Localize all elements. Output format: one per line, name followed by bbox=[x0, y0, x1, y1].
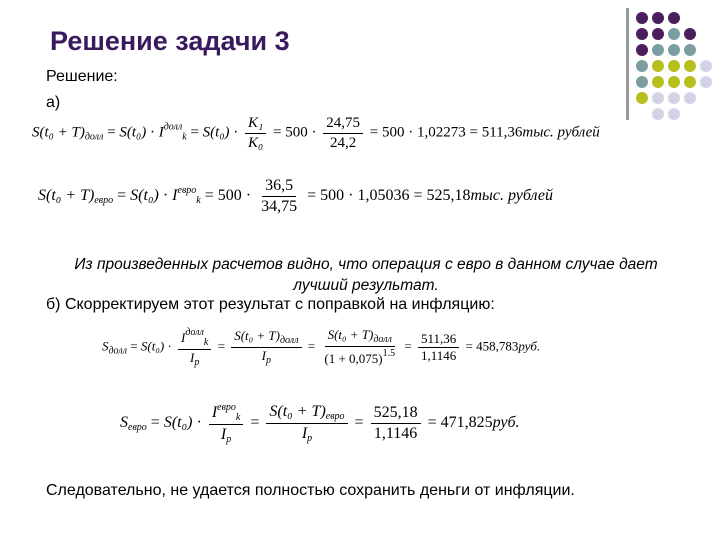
decorative-dot bbox=[700, 60, 712, 72]
decorative-dot bbox=[684, 76, 696, 88]
formula-euro-inflation: $S_{евро} = S(t_0)$ · $\frac{I^{евро}_k}{I_p}$ = $\frac{S(t_0 + T)_{евро}}{I_p}$ = $\frac{525,18}{1,1146}$ = 471,825руб. bbox=[120, 402, 520, 445]
rate-fraction: $\frac{24,75}{24,2}$ bbox=[323, 115, 363, 151]
decorative-dot bbox=[684, 28, 696, 40]
rate-fraction: $\frac{36,5}{34,75}$ bbox=[261, 177, 298, 215]
decorative-dot bbox=[700, 76, 712, 88]
slide-title: Решение задачи 3 bbox=[50, 26, 290, 56]
value-fraction: $\frac{525,18}{1,1146}$ bbox=[371, 404, 421, 442]
formula-dollar-conversion: $S(t_0 + T)_{долл} = S(t_0) \cdot I^{долл}_k = S(t_0)$ · $\frac{\text{K₁}}{\text{K₀}}$ = 500 · $\frac{24,75}{24,2}$ = 500 · 1,02273 = 511,36тыс. рублей bbox=[32, 115, 600, 151]
decorative-dot bbox=[636, 44, 648, 56]
decorative-dot bbox=[652, 108, 664, 120]
conclusion-text: Из произведенных расчетов видно, что операция с евро в данном случае дает лучший результат. bbox=[74, 256, 658, 294]
final-conclusion: Следовательно, не удается полностью сохранить деньги от инфляции. bbox=[46, 482, 575, 499]
decorative-dot bbox=[684, 44, 696, 56]
value-fraction: $\frac{511,36}{1,1146}$ bbox=[418, 332, 459, 364]
decorative-dot bbox=[668, 44, 680, 56]
decorative-dot bbox=[668, 76, 680, 88]
decorative-dot bbox=[652, 44, 664, 56]
decorative-dot bbox=[652, 60, 664, 72]
decorative-dot bbox=[636, 12, 648, 24]
decorative-dot bbox=[652, 76, 664, 88]
decorative-dot bbox=[668, 12, 680, 24]
decorative-dot bbox=[652, 12, 664, 24]
index-fraction: $\frac{I^{долл}_k}{I_p}$ bbox=[178, 327, 211, 368]
decorative-dot bbox=[636, 76, 648, 88]
formula-dollar-inflation: $S_{долл} = S(t_0)$ · $\frac{I^{долл}_k}{I_p}$ = $\frac{S(t_0 + T)_{долл}}{I_p}$ = $\frac{S(t_0 + T)_{долл}}{(1 + 0,075)^{1.5}}$ = $\frac{511,36}{1,1146}$ = 458,783руб. bbox=[102, 327, 541, 368]
sum-fraction: $\frac{S(t_0 + T)_{долл}}{I_p}$ bbox=[231, 329, 301, 366]
decorative-dot bbox=[684, 60, 696, 72]
formula-euro-conversion: $S(t_0 + T)_{евро} = S(t_0) \cdot I^{евро}_k = 500$ · $\frac{36,5}{34,75}$ = 500 · 1,05036 = 525,18тыс. рублей bbox=[38, 177, 553, 215]
decorative-dot bbox=[668, 28, 680, 40]
decorative-dot bbox=[652, 92, 664, 104]
decorative-dot bbox=[636, 60, 648, 72]
part-a-label: а) bbox=[46, 94, 61, 111]
inflation-fraction: $\frac{S(t_0 + T)_{долл}}{(1 + 0,075)^{1.5}}$ bbox=[324, 327, 396, 367]
k-ratio-fraction: $\frac{\text{K₁}}{\text{K₀}}$ bbox=[245, 115, 266, 151]
decorative-dot bbox=[684, 92, 696, 104]
sum-fraction: $\frac{S(t_0 + T)_{евро}}{I_p}$ bbox=[266, 403, 347, 444]
decorative-divider bbox=[626, 8, 629, 120]
decorative-dot bbox=[668, 108, 680, 120]
decorative-dot bbox=[636, 28, 648, 40]
decorative-dot bbox=[668, 92, 680, 104]
decorative-dot bbox=[636, 92, 648, 104]
decorative-dot bbox=[668, 60, 680, 72]
index-fraction: $\frac{I^{евро}_k}{I_p}$ bbox=[209, 402, 244, 445]
decorative-dot bbox=[652, 28, 664, 40]
solution-label: Решение: bbox=[46, 68, 118, 85]
part-b-text: б) Скорректируем этот результат с поправкой на инфляцию: bbox=[46, 296, 495, 313]
